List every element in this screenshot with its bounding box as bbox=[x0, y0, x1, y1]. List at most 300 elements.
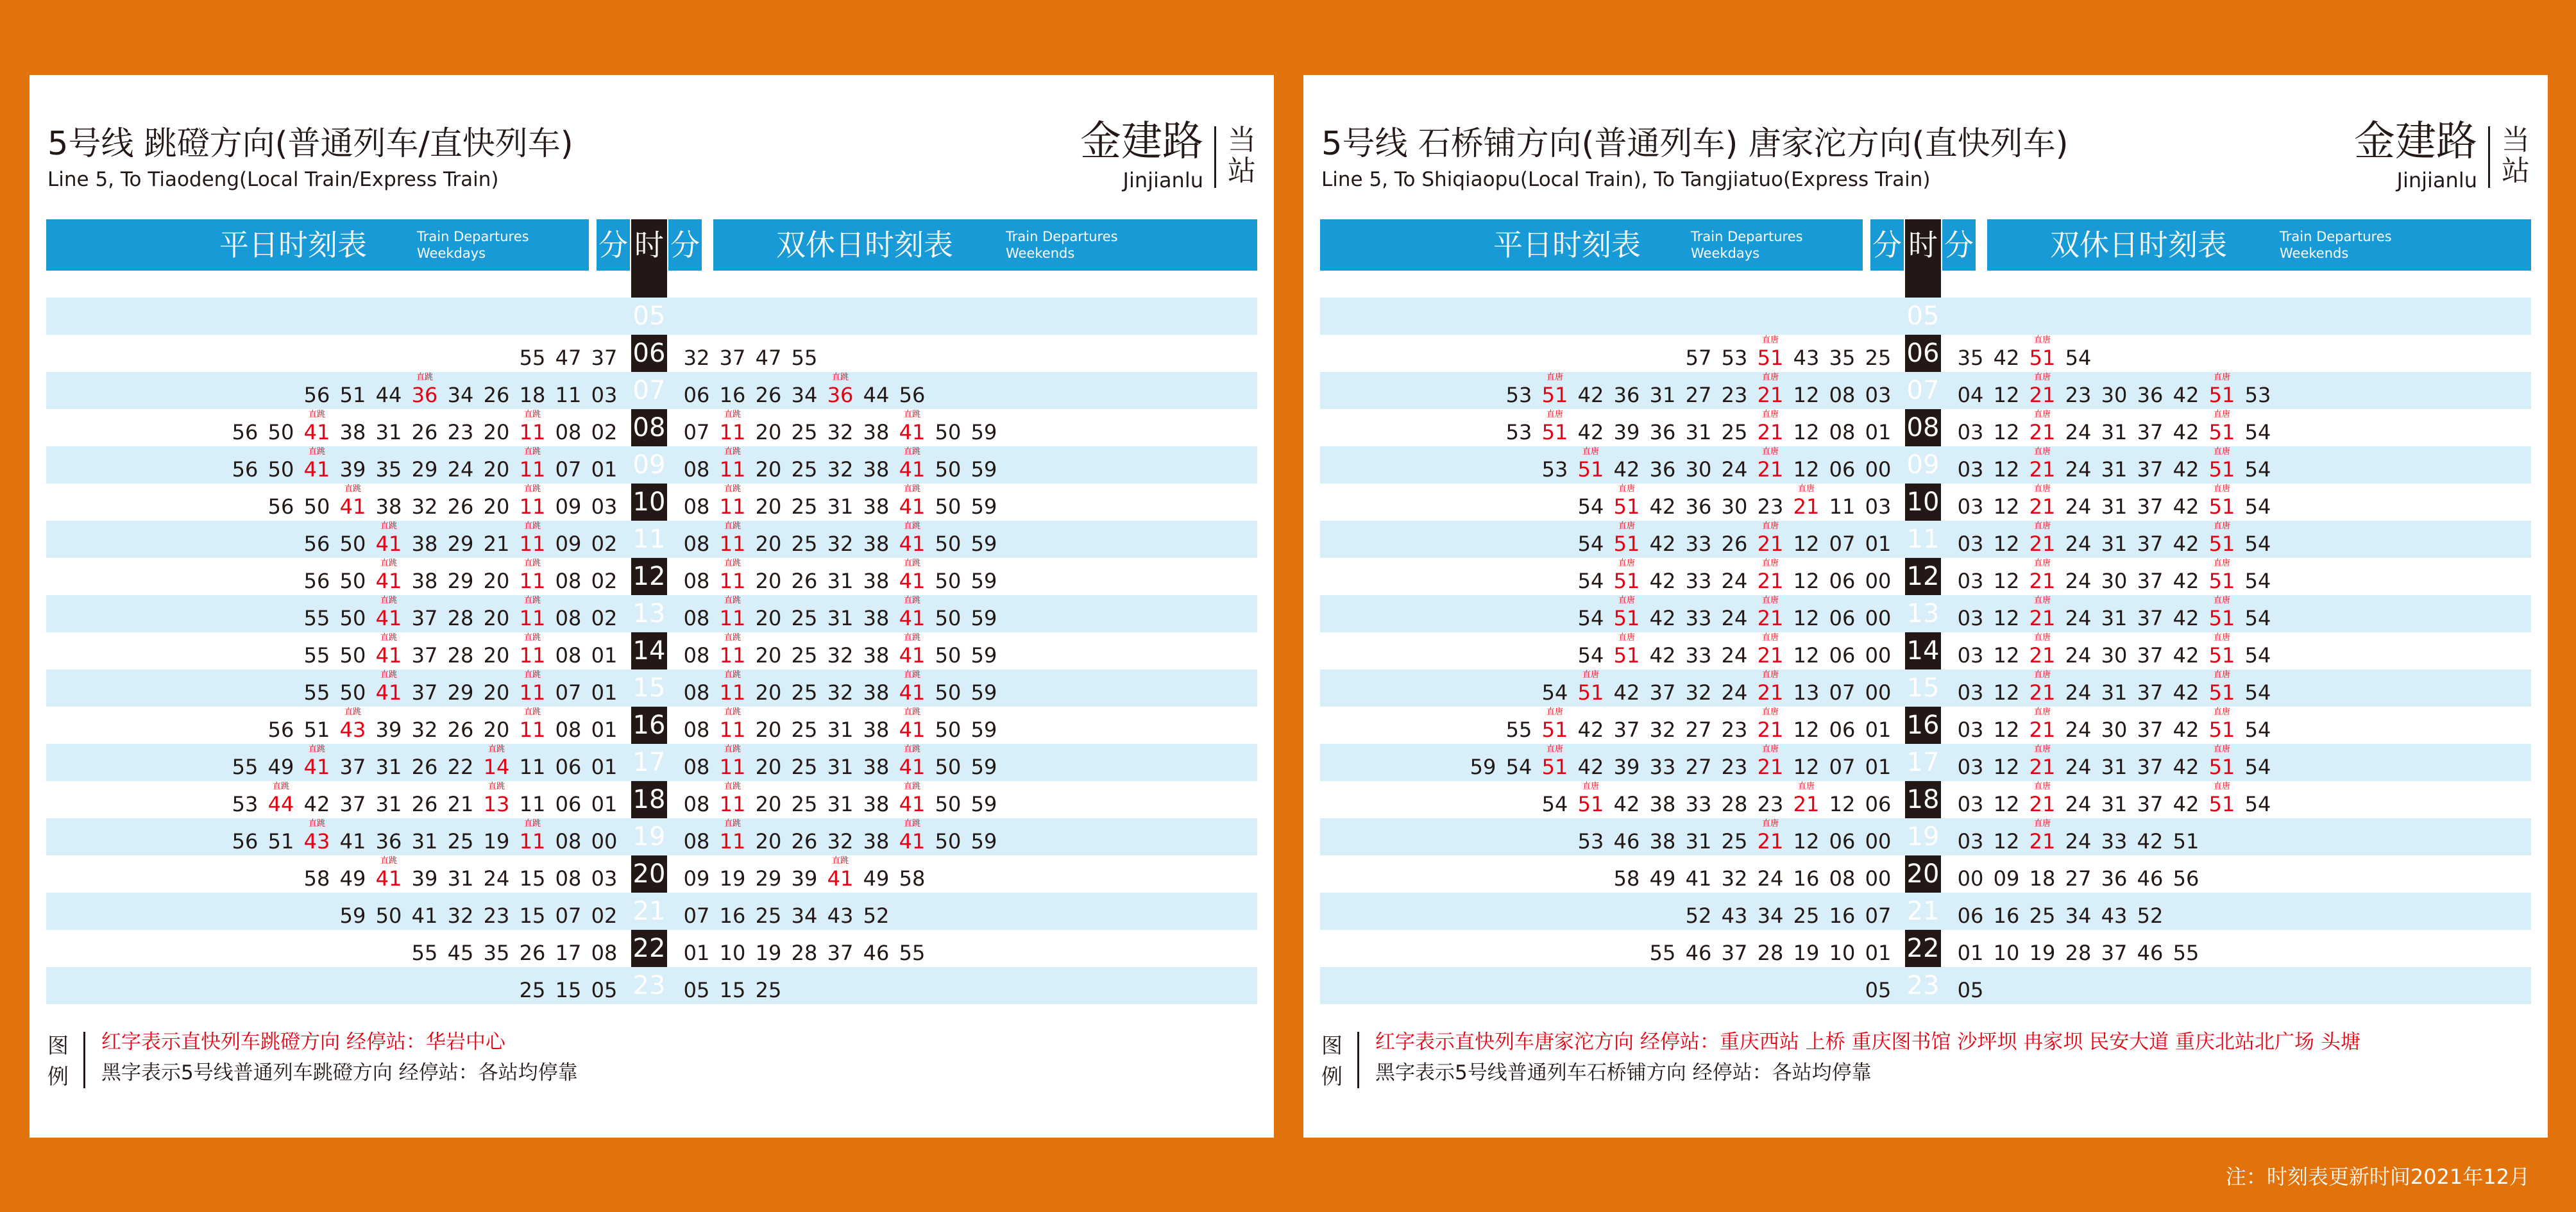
minute-value: 03 bbox=[1957, 829, 1984, 854]
minute-value: 15 bbox=[555, 978, 582, 1002]
minute-value: 51 bbox=[2208, 420, 2235, 444]
departure-minute bbox=[786, 446, 822, 484]
departure-minute bbox=[1824, 818, 1860, 855]
departure-minute bbox=[443, 521, 479, 558]
departure-minute bbox=[550, 707, 586, 744]
express-tag: 直唐 bbox=[2213, 410, 2230, 419]
minute-value: 52 bbox=[863, 904, 890, 928]
departure-minute bbox=[1716, 372, 1752, 409]
departure-minute bbox=[1681, 930, 1716, 967]
minute-value: 32 bbox=[827, 420, 854, 444]
this-station-label bbox=[1226, 125, 1257, 187]
departure-minute bbox=[1645, 818, 1681, 855]
hour-row bbox=[46, 930, 1257, 967]
minute-value: 06 bbox=[1829, 606, 1856, 630]
divider bbox=[1214, 126, 1216, 188]
legend-local: 黑字表示5号线普通列车石桥铺方向 经停站：各站均停靠 bbox=[1375, 1061, 1872, 1084]
legend-label-char: 图 bbox=[1321, 1033, 1343, 1058]
express-departure-minute bbox=[514, 669, 550, 707]
departure-minute bbox=[1824, 855, 1860, 893]
hour-value: 20 bbox=[1906, 859, 1940, 889]
departure-minute bbox=[371, 707, 407, 744]
departure-minute bbox=[715, 930, 750, 967]
minute-value: 12 bbox=[1993, 643, 2020, 668]
minute-value: 08 bbox=[555, 606, 582, 630]
departure-minute bbox=[1788, 446, 1824, 484]
express-departure-minute bbox=[1609, 558, 1645, 595]
departure-minute bbox=[786, 669, 822, 707]
express-tag: 直唐 bbox=[1761, 745, 1779, 754]
departure-minute bbox=[443, 484, 479, 521]
departure-minute bbox=[966, 558, 1002, 595]
minute-value: 54 bbox=[2244, 643, 2271, 668]
departure-minute bbox=[1953, 781, 1988, 818]
departure-minute bbox=[1716, 632, 1752, 669]
departure-minute bbox=[1860, 372, 1896, 409]
minute-value: 32 bbox=[827, 457, 854, 482]
minute-value: 11 bbox=[719, 569, 746, 593]
weekend-title-en-line: Weekends bbox=[1006, 246, 1075, 261]
minute-value: 03 bbox=[1957, 718, 1984, 742]
minute-value: 15 bbox=[519, 866, 546, 891]
express-departure-minute bbox=[2024, 446, 2060, 484]
departure-minute bbox=[2132, 893, 2168, 930]
express-departure-minute bbox=[1609, 484, 1645, 521]
this-station-char: 站 bbox=[1228, 155, 1256, 187]
minute-value: 01 bbox=[591, 457, 618, 482]
minute-value: 31 bbox=[827, 718, 854, 742]
departure-minute bbox=[407, 521, 443, 558]
weekday-minutes bbox=[1681, 335, 1896, 372]
departure-minute bbox=[786, 930, 822, 967]
weekday-minutes bbox=[1537, 446, 1896, 484]
departure-minute bbox=[227, 409, 263, 446]
departure-minute bbox=[750, 818, 786, 855]
minute-value: 34 bbox=[2065, 904, 2092, 928]
departure-minute bbox=[227, 818, 263, 855]
departure-minute bbox=[2132, 930, 2168, 967]
departure-minute bbox=[2240, 484, 2276, 521]
express-tag: 直跳 bbox=[416, 373, 433, 382]
departure-minute bbox=[1824, 781, 1860, 818]
departure-minute bbox=[586, 335, 622, 372]
hour-value: 07 bbox=[1906, 376, 1940, 405]
minute-value: 41 bbox=[375, 866, 402, 891]
express-tag: 直跳 bbox=[903, 559, 920, 568]
minute-value: 07 bbox=[555, 680, 582, 705]
minute-value: 08 bbox=[683, 643, 710, 668]
weekend-minutes bbox=[679, 409, 1002, 446]
departure-minute bbox=[679, 521, 715, 558]
minute-value: 59 bbox=[970, 792, 997, 816]
minute-value: 03 bbox=[1957, 569, 1984, 593]
minute-value: 25 bbox=[2029, 904, 2056, 928]
express-tag: 直跳 bbox=[523, 447, 541, 457]
minute-value: 03 bbox=[1957, 755, 1984, 779]
express-departure-minute bbox=[894, 744, 930, 781]
departure-minute bbox=[479, 446, 514, 484]
departure-minute bbox=[2024, 930, 2060, 967]
minute-value: 00 bbox=[1865, 569, 1892, 593]
departure-minute bbox=[550, 632, 586, 669]
minute-value: 31 bbox=[2101, 457, 2128, 482]
minute-value: 38 bbox=[863, 792, 890, 816]
minute-value: 37 bbox=[2137, 606, 2164, 630]
express-departure-minute bbox=[1573, 669, 1609, 707]
departure-minute bbox=[586, 632, 622, 669]
minute-value: 51 bbox=[1541, 383, 1568, 407]
weekend-minutes bbox=[1953, 930, 2204, 967]
departure-minute bbox=[2060, 372, 2096, 409]
minute-value: 30 bbox=[2101, 643, 2128, 668]
departure-minute bbox=[586, 409, 622, 446]
express-departure-minute bbox=[1752, 707, 1788, 744]
minute-value: 19 bbox=[1793, 941, 1820, 965]
minute-value: 58 bbox=[1613, 866, 1640, 891]
departure-minute bbox=[550, 335, 586, 372]
express-departure-minute bbox=[371, 632, 407, 669]
minute-value: 49 bbox=[267, 755, 294, 779]
minute-value: 37 bbox=[2137, 792, 2164, 816]
departure-minute bbox=[371, 893, 407, 930]
weekend-minutes bbox=[679, 744, 1002, 781]
departure-minute bbox=[2096, 744, 2132, 781]
express-tag: 直跳 bbox=[523, 707, 541, 717]
minute-value: 20 bbox=[755, 755, 782, 779]
departure-minute bbox=[1824, 372, 1860, 409]
departure-minute bbox=[1788, 855, 1824, 893]
weekend-minutes bbox=[1953, 855, 2204, 893]
departure-minute bbox=[2132, 744, 2168, 781]
minute-value: 50 bbox=[339, 569, 366, 593]
express-tag: 直跳 bbox=[831, 373, 849, 382]
hour-value: 16 bbox=[1906, 711, 1940, 740]
departure-minute bbox=[1953, 967, 1988, 1004]
departure-minute bbox=[786, 409, 822, 446]
minute-value: 42 bbox=[1649, 643, 1676, 668]
minute-value: 50 bbox=[935, 792, 962, 816]
minute-value: 38 bbox=[1649, 792, 1676, 816]
minute-value: 03 bbox=[1957, 457, 1984, 482]
departure-minute bbox=[966, 446, 1002, 484]
departure-minute bbox=[2060, 818, 2096, 855]
departure-minute bbox=[2060, 855, 2096, 893]
minute-value: 11 bbox=[719, 457, 746, 482]
minute-value: 30 bbox=[2101, 718, 2128, 742]
departure-minute bbox=[930, 446, 966, 484]
minute-value: 08 bbox=[555, 866, 582, 891]
express-tag: 直跳 bbox=[380, 559, 397, 568]
departure-minute bbox=[1645, 409, 1681, 446]
departure-minute bbox=[750, 521, 786, 558]
express-departure-minute bbox=[1573, 446, 1609, 484]
hour-row bbox=[46, 632, 1257, 669]
departure-minute bbox=[1953, 409, 1988, 446]
minute-value: 24 bbox=[1721, 643, 1748, 668]
departure-minute bbox=[479, 372, 514, 409]
departure-minute bbox=[750, 446, 786, 484]
minute-value: 38 bbox=[863, 457, 890, 482]
weekend-title-en-line: Weekends bbox=[2280, 246, 2349, 261]
express-tag: 直唐 bbox=[1761, 373, 1779, 382]
minute-value: 01 bbox=[591, 718, 618, 742]
hour-value: 17 bbox=[632, 748, 666, 777]
departure-minute bbox=[1824, 930, 1860, 967]
minute-value: 26 bbox=[791, 829, 818, 854]
departure-minute bbox=[1788, 893, 1824, 930]
departure-minute bbox=[407, 595, 443, 632]
express-departure-minute bbox=[715, 744, 750, 781]
express-departure-minute bbox=[371, 669, 407, 707]
express-departure-minute bbox=[894, 707, 930, 744]
minute-value: 54 bbox=[2244, 532, 2271, 556]
minute-value: 28 bbox=[1757, 941, 1784, 965]
minute-value: 27 bbox=[1685, 755, 1712, 779]
legend-local: 黑字表示5号线普通列车跳磴方向 经停站：各站均停靠 bbox=[101, 1061, 578, 1084]
departure-minute bbox=[263, 409, 299, 446]
departure-minute bbox=[2060, 893, 2096, 930]
departure-minute bbox=[679, 484, 715, 521]
minute-value: 11 bbox=[519, 643, 546, 668]
minute-value: 00 bbox=[1957, 866, 1984, 891]
minute-value: 42 bbox=[1649, 532, 1676, 556]
minute-value: 26 bbox=[411, 755, 438, 779]
minute-value: 42 bbox=[1613, 457, 1640, 482]
minute-value: 24 bbox=[2065, 494, 2092, 519]
minute-value: 50 bbox=[339, 532, 366, 556]
minute-value: 20 bbox=[755, 494, 782, 519]
minute-value: 53 bbox=[1577, 829, 1604, 854]
weekend-minutes bbox=[1953, 595, 2276, 632]
express-tag: 直跳 bbox=[903, 819, 920, 829]
departure-minute bbox=[335, 818, 371, 855]
departure-minute bbox=[1824, 707, 1860, 744]
minute-value: 06 bbox=[1829, 829, 1856, 854]
departure-minute bbox=[479, 484, 514, 521]
express-departure-minute bbox=[2024, 669, 2060, 707]
departure-minute bbox=[371, 409, 407, 446]
minute-value: 51 bbox=[1613, 494, 1640, 519]
minute-value: 12 bbox=[1993, 532, 2020, 556]
departure-minute bbox=[1860, 707, 1896, 744]
hour-row bbox=[1320, 558, 2531, 595]
departure-minute bbox=[2168, 707, 2204, 744]
minute-value: 08 bbox=[683, 829, 710, 854]
departure-minute bbox=[443, 558, 479, 595]
minute-value: 51 bbox=[1613, 606, 1640, 630]
express-tag: 直跳 bbox=[724, 484, 741, 494]
departure-minute bbox=[550, 930, 586, 967]
departure-minute bbox=[550, 818, 586, 855]
minute-value: 52 bbox=[2137, 904, 2164, 928]
express-departure-minute bbox=[2204, 521, 2240, 558]
minute-value: 08 bbox=[1829, 420, 1856, 444]
weekday-minutes bbox=[335, 893, 622, 930]
express-departure-minute bbox=[514, 521, 550, 558]
express-tag: 直跳 bbox=[903, 707, 920, 717]
minute-value: 41 bbox=[899, 755, 926, 779]
departure-minute bbox=[407, 632, 443, 669]
express-tag: 直唐 bbox=[1761, 559, 1779, 568]
minute-value: 41 bbox=[303, 420, 330, 444]
minute-value: 31 bbox=[1649, 383, 1676, 407]
departure-minute bbox=[299, 707, 335, 744]
minute-value: 12 bbox=[1993, 792, 2020, 816]
minute-value: 28 bbox=[1721, 792, 1748, 816]
weekend-minutes bbox=[679, 818, 1002, 855]
minute-value: 34 bbox=[791, 904, 818, 928]
departure-minute bbox=[550, 855, 586, 893]
divider bbox=[2488, 126, 2490, 188]
minute-value: 06 bbox=[1865, 792, 1892, 816]
minute-value: 38 bbox=[863, 532, 890, 556]
hour-value: 15 bbox=[632, 673, 666, 703]
departure-minute bbox=[1824, 744, 1860, 781]
departure-minute bbox=[550, 484, 586, 521]
minute-value: 37 bbox=[2137, 532, 2164, 556]
minute-value: 37 bbox=[411, 606, 438, 630]
minute-value: 20 bbox=[483, 569, 510, 593]
minute-value: 56 bbox=[2173, 866, 2199, 891]
express-departure-minute bbox=[1752, 521, 1788, 558]
minute-value: 41 bbox=[899, 457, 926, 482]
departure-minute bbox=[750, 632, 786, 669]
minute-value: 25 bbox=[791, 420, 818, 444]
minute-value: 26 bbox=[483, 383, 510, 407]
express-tag: 直跳 bbox=[903, 521, 920, 531]
weekend-minutes bbox=[1953, 409, 2276, 446]
hour-value: 14 bbox=[1906, 636, 1940, 666]
minute-value: 25 bbox=[791, 755, 818, 779]
weekday-minutes bbox=[514, 335, 622, 372]
departure-minute bbox=[966, 409, 1002, 446]
express-tag: 直唐 bbox=[1546, 373, 1563, 382]
minute-value: 33 bbox=[2101, 829, 2128, 854]
minute-value: 31 bbox=[827, 792, 854, 816]
departure-minute bbox=[858, 818, 894, 855]
minute-label bbox=[1942, 219, 1976, 271]
hour-value: 10 bbox=[632, 487, 666, 517]
express-tag: 直唐 bbox=[2213, 633, 2230, 643]
minute-label-text: 分 bbox=[1944, 228, 1974, 262]
departure-minute bbox=[2132, 855, 2168, 893]
minute-value: 50 bbox=[935, 643, 962, 668]
departure-minute bbox=[371, 818, 407, 855]
minute-value: 11 bbox=[719, 829, 746, 854]
minute-value: 12 bbox=[1793, 569, 1820, 593]
weekday-minutes bbox=[1573, 595, 1896, 632]
minute-value: 54 bbox=[1577, 569, 1604, 593]
line-title: 5号线 跳磴方向(普通列车/直快列车) bbox=[47, 125, 573, 163]
minute-value: 36 bbox=[2137, 383, 2164, 407]
departure-minute bbox=[1681, 744, 1716, 781]
minute-value: 51 bbox=[2208, 494, 2235, 519]
minute-value: 20 bbox=[483, 718, 510, 742]
departure-minute bbox=[299, 372, 335, 409]
departure-minute bbox=[1788, 669, 1824, 707]
departure-minute bbox=[1501, 707, 1537, 744]
minute-value: 54 bbox=[2244, 606, 2271, 630]
minute-value: 11 bbox=[519, 718, 546, 742]
minute-value: 12 bbox=[1993, 755, 2020, 779]
departure-minute bbox=[1716, 409, 1752, 446]
minute-value: 24 bbox=[2065, 829, 2092, 854]
departure-minute bbox=[2096, 781, 2132, 818]
minute-value: 56 bbox=[303, 383, 330, 407]
minute-value: 16 bbox=[1793, 866, 1820, 891]
minute-value: 42 bbox=[2173, 606, 2199, 630]
express-tag: 直唐 bbox=[1546, 707, 1563, 717]
minute-value: 37 bbox=[2137, 457, 2164, 482]
express-tag: 直唐 bbox=[2213, 521, 2230, 531]
departure-minute bbox=[586, 781, 622, 818]
minute-value: 21 bbox=[1757, 532, 1784, 556]
minute-value: 51 bbox=[1757, 346, 1784, 370]
departure-minute bbox=[1788, 521, 1824, 558]
minute-value: 23 bbox=[1757, 494, 1784, 519]
minute-value: 21 bbox=[1793, 792, 1820, 816]
minute-value: 26 bbox=[519, 941, 546, 965]
weekday-minutes bbox=[227, 781, 622, 818]
minute-value: 11 bbox=[719, 494, 746, 519]
minute-value: 41 bbox=[375, 643, 402, 668]
express-tag: 直跳 bbox=[523, 819, 541, 829]
minute-value: 50 bbox=[935, 494, 962, 519]
minute-value: 25 bbox=[755, 978, 782, 1002]
minute-value: 20 bbox=[755, 829, 782, 854]
departure-minute bbox=[1752, 930, 1788, 967]
minute-value: 54 bbox=[2244, 457, 2271, 482]
minute-value: 50 bbox=[375, 904, 402, 928]
minute-value: 28 bbox=[791, 941, 818, 965]
minute-value: 38 bbox=[863, 755, 890, 779]
express-departure-minute bbox=[335, 484, 371, 521]
express-tag: 直跳 bbox=[308, 410, 325, 419]
express-tag: 直唐 bbox=[2033, 782, 2051, 791]
departure-minute bbox=[1573, 521, 1609, 558]
departure-minute bbox=[407, 409, 443, 446]
departure-minute bbox=[1645, 558, 1681, 595]
departure-minute bbox=[930, 744, 966, 781]
weekday-minutes bbox=[263, 707, 622, 744]
departure-minute bbox=[2168, 558, 2204, 595]
minute-value: 32 bbox=[827, 532, 854, 556]
minute-value: 29 bbox=[755, 866, 782, 891]
departure-minute bbox=[1953, 521, 1988, 558]
minute-value: 08 bbox=[683, 792, 710, 816]
minute-value: 36 bbox=[411, 383, 438, 407]
express-tag: 直唐 bbox=[2033, 335, 2051, 345]
departure-minute bbox=[1988, 558, 2024, 595]
minute-value: 54 bbox=[2065, 346, 2092, 370]
minute-value: 05 bbox=[683, 978, 710, 1002]
departure-minute bbox=[263, 707, 299, 744]
express-tag: 直唐 bbox=[2213, 782, 2230, 791]
minute-value: 39 bbox=[339, 457, 366, 482]
minute-value: 06 bbox=[683, 383, 710, 407]
departure-minute bbox=[407, 707, 443, 744]
weekend-minutes bbox=[679, 967, 786, 1004]
minute-value: 25 bbox=[791, 494, 818, 519]
hour-row bbox=[46, 484, 1257, 521]
departure-minute bbox=[1988, 632, 2024, 669]
minute-value: 32 bbox=[447, 904, 474, 928]
minute-value: 55 bbox=[899, 941, 926, 965]
minute-value: 08 bbox=[683, 680, 710, 705]
express-departure-minute bbox=[894, 632, 930, 669]
departure-minute bbox=[2132, 558, 2168, 595]
minute-value: 01 bbox=[1865, 755, 1892, 779]
